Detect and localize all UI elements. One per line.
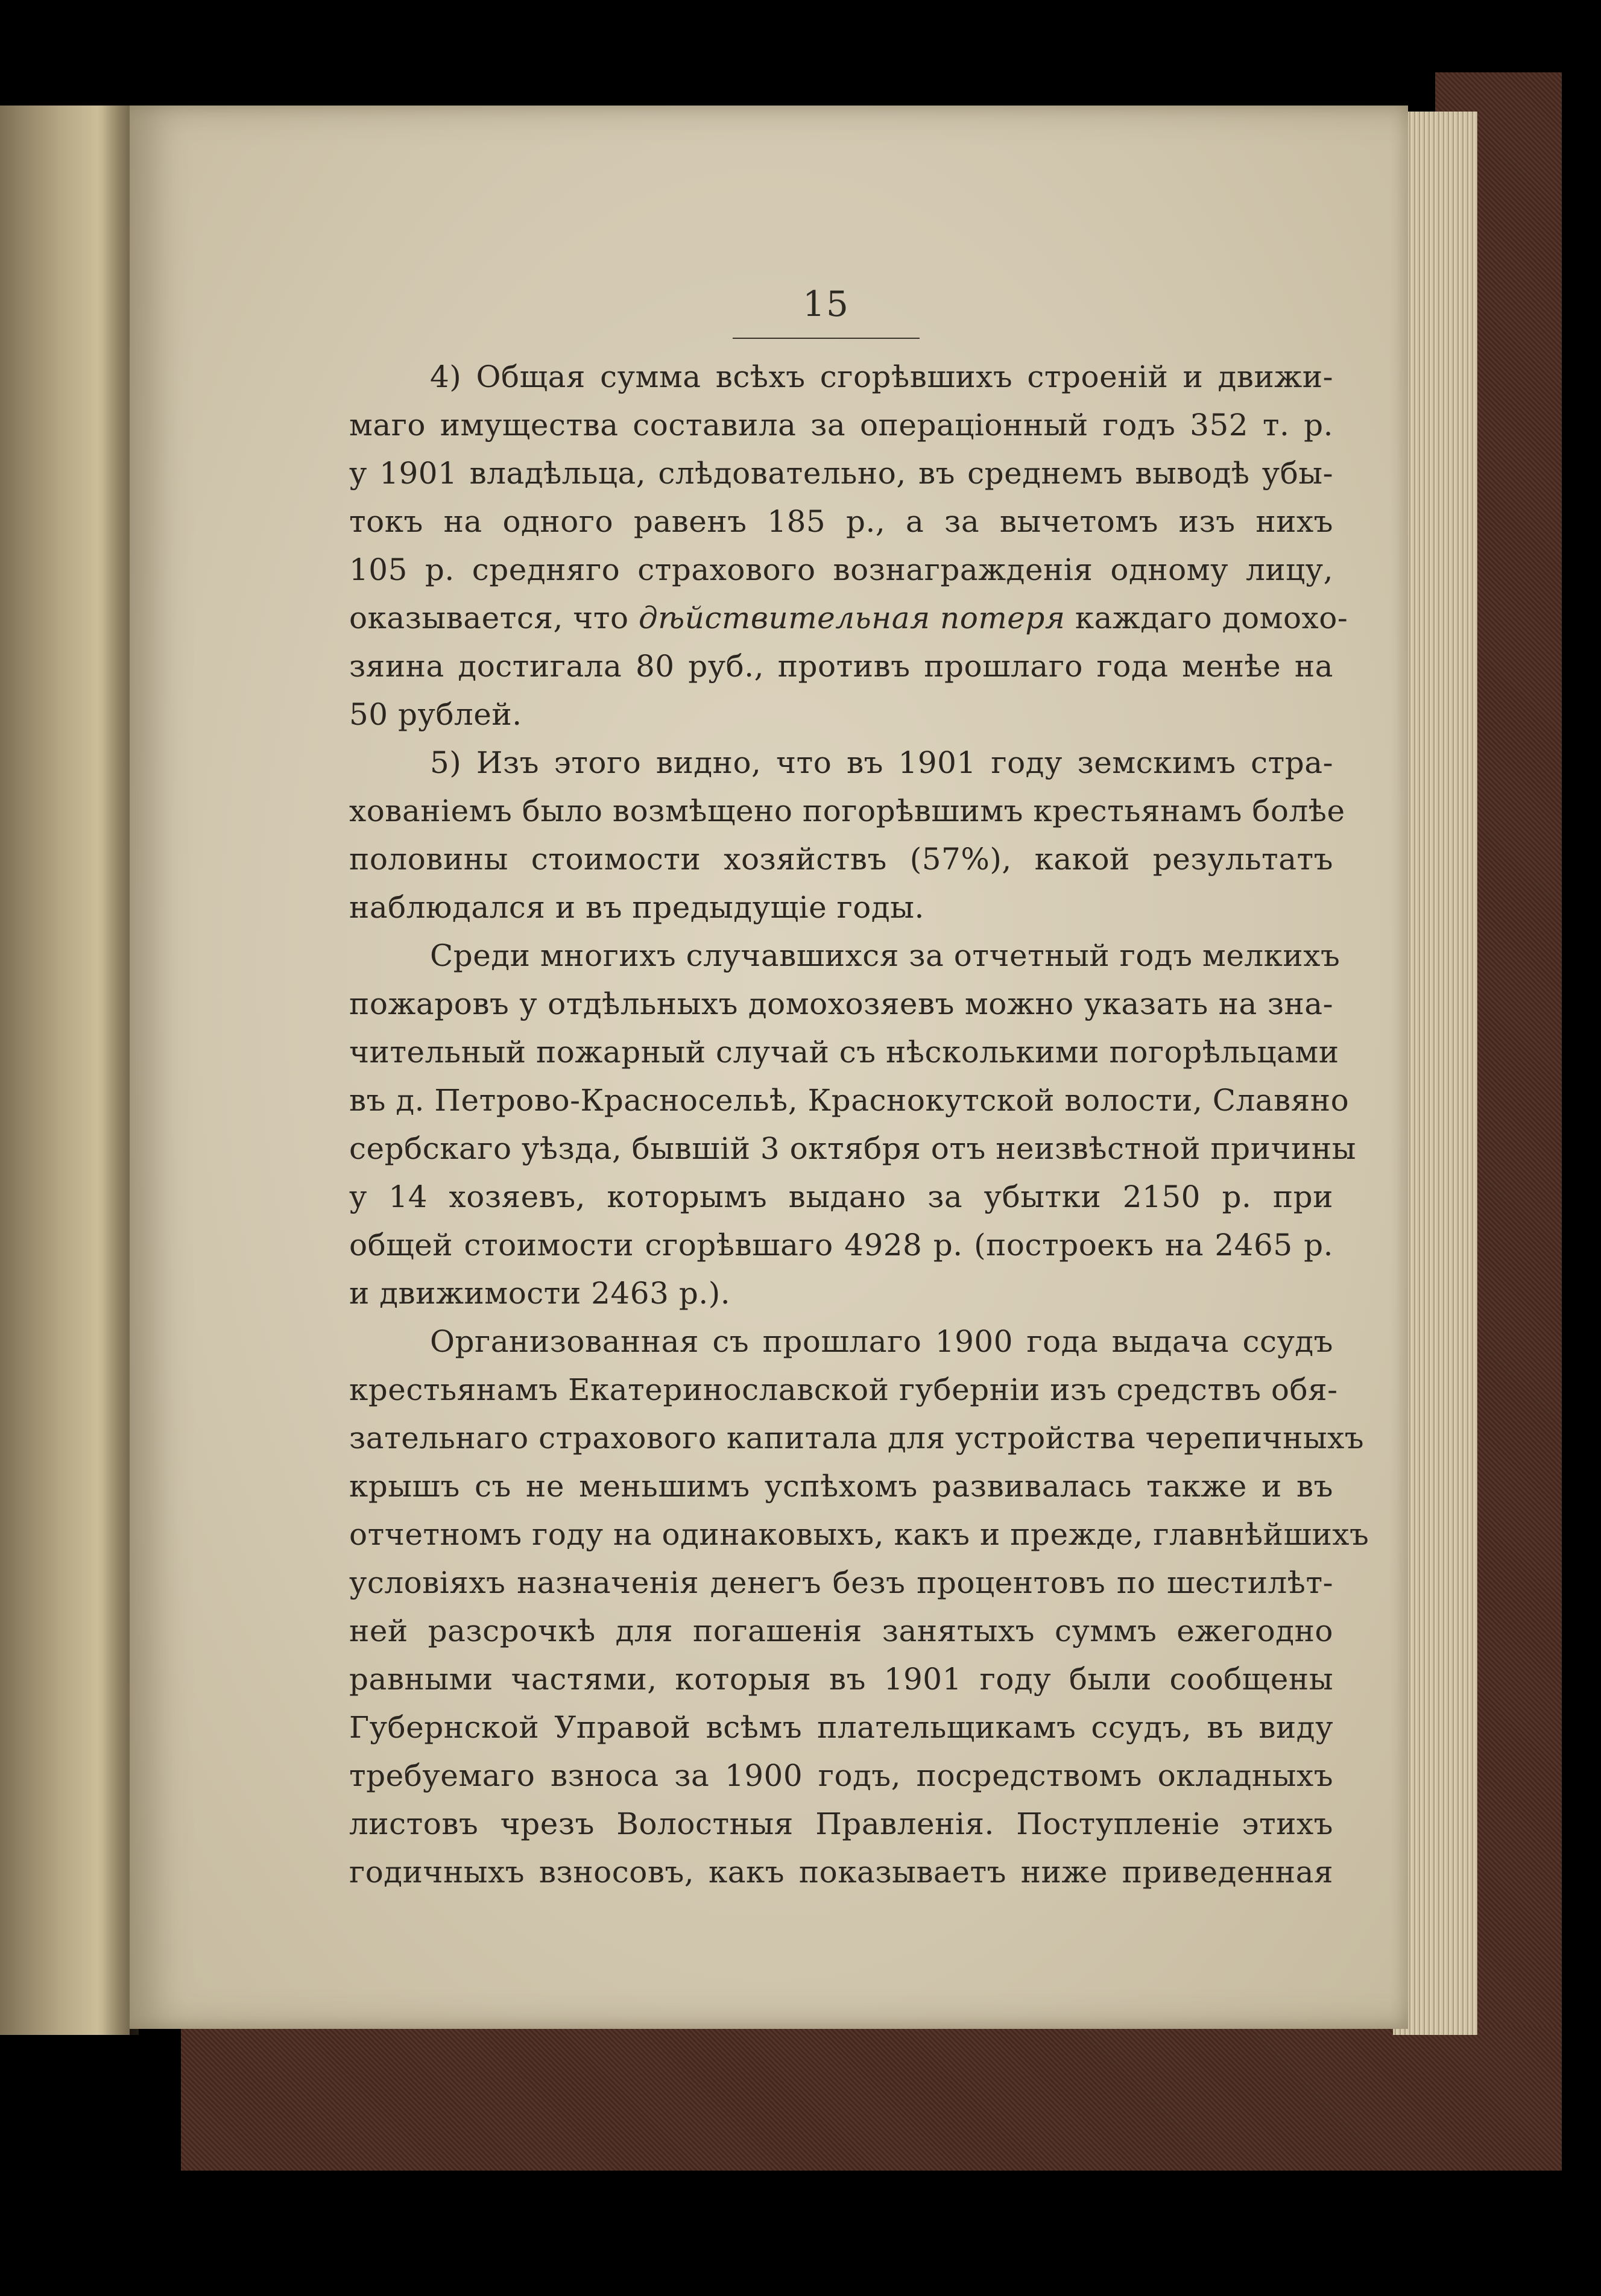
text-line [349, 601, 1348, 636]
text-line: крышъ съ не меньшимъ успѣхомъ развивалась также и въ [349, 1469, 1333, 1504]
text-segment: каждаго домохо- [1065, 601, 1348, 636]
page-number: 15 [803, 283, 850, 324]
text-line: хованіемъ было возмѣщено погорѣвшимъ крестьянамъ болѣе [349, 793, 1345, 828]
text-line: зательнаго страхового капитала для устройства черепичныхъ [349, 1421, 1365, 1456]
text-line: въ д. Петрово-Красносельѣ, Краснокутской волости, Славяно [349, 1083, 1350, 1118]
text-segment: оказывается, что [349, 601, 639, 636]
text-line: у 1901 владѣльца, слѣдовательно, въ среднемъ выводѣ убы- [349, 456, 1333, 491]
text-line: 50 рублей. [349, 697, 522, 732]
text-line: пожаровъ у отдѣльныхъ домохозяевъ можно указать на зна- [349, 986, 1333, 1021]
text-line: общей стоимости сгорѣвшаго 4928 р. (построекъ на 2465 р. [349, 1228, 1333, 1263]
text-line: ней разсрочкѣ для погашенія занятыхъ суммъ ежегодно [349, 1613, 1333, 1648]
emphasized-phrase: дѣйствительная потеря [638, 601, 1066, 636]
text-line: чительный пожарный случай съ нѣсколькими погорѣльцами [349, 1035, 1339, 1070]
text-line: 4) Общая сумма всѣхъ сгорѣвшихъ строеній и движи- [430, 359, 1333, 394]
text-line: листовъ чрезъ Волостныя Правленія. Поступленіе этихъ [349, 1806, 1333, 1841]
text-line: условіяхъ назначенія денегъ безъ процентовъ по шестилѣт- [349, 1565, 1333, 1600]
text-line: Среди многихъ случавшихся за отчетный годъ мелкихъ [430, 938, 1340, 973]
text-line: 105 р. средняго страхового вознагражденія одному лицу, [349, 552, 1333, 587]
text-line: Губернской Управой всѣмъ плательщикамъ ссудъ, въ виду [349, 1710, 1333, 1745]
text-line: у 14 хозяевъ, которымъ выдано за убытки 2150 р. при [349, 1179, 1333, 1214]
text-line: 5) Изъ этого видно, что въ 1901 году земскимъ стра- [430, 745, 1333, 780]
text-line: требуемаго взноса за 1900 годъ, посредствомъ окладныхъ [349, 1758, 1333, 1793]
text-line: маго имущества составила за операціонный годъ 352 т. р. [349, 408, 1333, 443]
text-line: сербскаго уѣзда, бывшій 3 октября отъ неизвѣстной причины [349, 1131, 1356, 1166]
text-line: крестьянамъ Екатеринославской губерніи изъ средствъ обя- [349, 1372, 1338, 1407]
page-text [130, 106, 1408, 2029]
text-line: равными частями, которыя въ 1901 году были сообщены [349, 1662, 1333, 1697]
text-line: половины стоимости хозяйствъ (57%), какой результатъ [349, 842, 1333, 877]
text-line: токъ на одного равенъ 185 р., а за вычетомъ изъ нихъ [349, 504, 1333, 539]
text-line: Организованная съ прошлаго 1900 года выдача ссудъ [430, 1324, 1333, 1359]
text-line: наблюдался и въ предыдущіе годы. [349, 890, 924, 925]
text-line: зяина достигала 80 руб., противъ прошлаго года менѣе на [349, 649, 1333, 684]
book-page [130, 106, 1408, 2029]
text-line: и движимости 2463 р.). [349, 1276, 731, 1311]
text-line: отчетномъ году на одинаковыхъ, какъ и прежде, главнѣйшихъ [349, 1517, 1369, 1552]
book-cover-bottom [181, 2026, 1562, 2171]
text-line: годичныхъ взносовъ, какъ показываетъ ниже приведенная [349, 1855, 1333, 1890]
